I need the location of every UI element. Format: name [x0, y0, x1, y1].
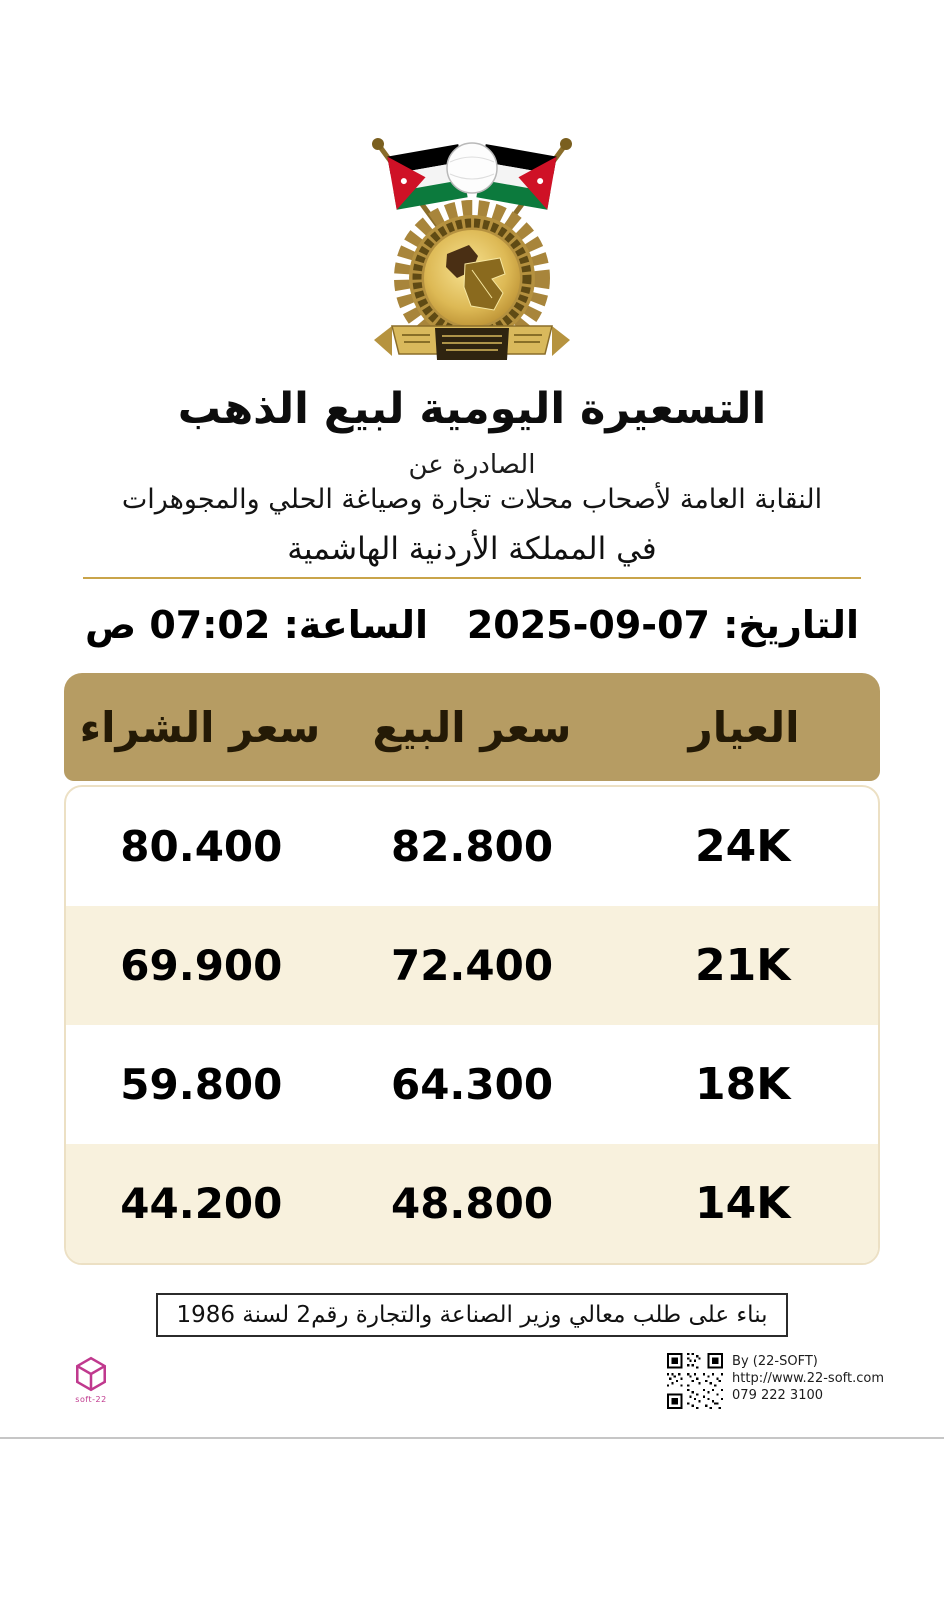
buy-price-cell: 44.200: [120, 1179, 283, 1228]
kingdom-line: في المملكة الأردنية الهاشمية: [287, 531, 657, 567]
karat-cell: 14K: [695, 1178, 791, 1229]
table-body: [64, 785, 880, 1265]
karat-cell: 24K: [695, 821, 791, 872]
karat-cell: 21K: [695, 940, 791, 991]
syndicate-logo: [0, 0, 944, 372]
sell-price-cell: 72.400: [390, 941, 554, 990]
time-value: 07:02 ص: [85, 603, 271, 647]
date-time-row: [0, 603, 944, 647]
time-label: الساعة:: [283, 603, 428, 647]
table-row: [66, 1144, 878, 1263]
date-value: 07-09-2025: [466, 603, 710, 647]
gold-divider: [83, 577, 861, 579]
vendor-info: [732, 1353, 884, 1404]
karat-cell: 18K: [695, 1059, 791, 1110]
cube-logo-icon: [72, 1355, 110, 1393]
legal-note-box: [156, 1293, 787, 1337]
page-title: التسعيرة اليومية لبيع الذهب: [177, 384, 767, 434]
footer: [0, 1353, 944, 1409]
sell-price-cell: 48.800: [390, 1179, 554, 1228]
soft-company-logo: [72, 1355, 110, 1404]
issued-by-line: الصادرة عن: [408, 450, 536, 480]
table-row: [66, 787, 878, 906]
price-table: [64, 673, 880, 1265]
syndicate-name: النقابة العامة لأصحاب محلات تجارة وصياغة الحلي والمجوهرات: [121, 484, 823, 515]
vendor-by: By (22-SOFT): [732, 1354, 818, 1369]
date-label: التاريخ:: [723, 603, 859, 647]
vendor-phone: 079 222 3100: [732, 1388, 824, 1403]
column-header-sell: سعر البيع: [372, 702, 572, 752]
buy-price-cell: 69.900: [120, 941, 283, 990]
legal-note-text: بناء على طلب معالي وزير الصناعة والتجارة رقم2 لسنة 1986: [176, 1302, 768, 1328]
table-header-row: [64, 673, 880, 781]
syndicate-emblem-icon: [346, 130, 598, 372]
soft-logo-label: 22-soft: [75, 1395, 107, 1404]
column-header-karat: العيار: [688, 702, 800, 752]
vendor-url: http://www.22-soft.com: [732, 1371, 884, 1386]
table-row: [66, 1025, 878, 1144]
table-row: [66, 906, 878, 1025]
qr-code-icon: [667, 1353, 723, 1409]
vendor-block: [667, 1353, 884, 1409]
column-header-buy: سعر الشراء: [79, 702, 321, 752]
time-field: [85, 603, 428, 647]
buy-price-cell: 59.800: [120, 1060, 283, 1109]
sell-price-cell: 64.300: [390, 1060, 554, 1109]
sell-price-cell: 82.800: [390, 822, 554, 871]
date-field: [467, 603, 859, 647]
bottom-divider: [0, 1437, 944, 1439]
buy-price-cell: 80.400: [120, 822, 283, 871]
